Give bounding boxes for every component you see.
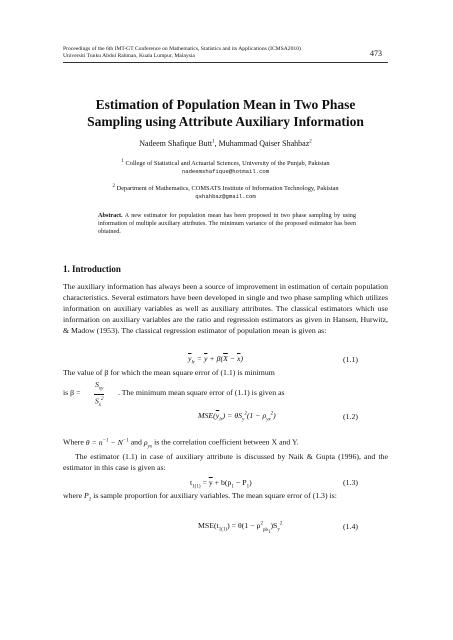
author-line (63, 139, 388, 148)
author-1-mark: 1 (212, 139, 215, 145)
equation-1-3-number: (1.3) (343, 478, 358, 487)
equation-1-4: $MSE(t_{1(1)}) = \theta(1 - \rho^2_{pb_1})S_y^2$ (198, 521, 283, 535)
para5-where: where (63, 491, 83, 500)
paragraph-4: The estimator (1.1) in case of auxiliary attribute is discussed by Naik & Gupta (1996), and the estimator in this case is given as: (63, 452, 388, 472)
author-separator: , (214, 139, 219, 148)
author-2: Muhammad Qaiser Shahbaz (218, 139, 310, 148)
section-heading: 1. Introduction (63, 264, 121, 274)
paragraph-2a: The value of β for which the mean square error of (1.1) is minimum (63, 368, 275, 377)
equation-1-2: $MSE(\overline{y}_{lr}) = \theta S_y^2(1 - \rho_{yx}^2)$ (198, 411, 276, 423)
title-line-1: Estimation of Population Mean in Two Phase (95, 97, 356, 112)
beta-fraction: $S_{xy}$ $S_x^2$ (94, 380, 104, 408)
affiliation-1-email: nadeemshafique@hotmail.com (181, 168, 270, 176)
header-line-1: Proceedings of the 6th IMT-GT Conference on Mathematics, Statistics and its Applications (ICMSA2010) (63, 46, 301, 52)
para3-rest: is the correlation coefficient between X and Y. (154, 437, 299, 447)
affiliation-2-email: qshahbaz@gmail.com (195, 193, 256, 201)
affiliation-1 (63, 158, 388, 175)
affiliation-2 (63, 183, 388, 200)
equation-1-3: $t_{1(1)} = \overline{y} + b(p_1 - P_1)$ (190, 478, 252, 490)
equation-1-4-number: (1.4) (343, 522, 358, 531)
affiliation-2-mark: 2 (112, 184, 115, 189)
para3-and: and (130, 437, 142, 447)
title-line-2: Sampling using Attribute Auxiliary Information (87, 114, 364, 129)
paragraph-1: The auxiliary information has always been a source of improvement in estimation of certain population characteristics. Several estimators have been developed in single and two phase sampling which utilizes information on auxiliary variables as well as auxiliary attributes. The classical estimators which use information on auxiliary variables are the ratio and regression estimators as given in Hansen, Hurwitz, & Madow (1953). The classical regression estimator of population mean is given as: (63, 282, 388, 335)
affiliation-2-text: Department of Mathematics, COMSATS Institute of Information Technology, Pakistan (116, 185, 339, 193)
equation-1-1: $\overline{y}_{lr} = \overline{y} + \beta(\overline{X} - \overline{x})$ (188, 354, 244, 366)
equation-1-1-number: (1.1) (343, 355, 358, 364)
paragraph-5: where $P_1$ is sample proportion for auxiliary variables. The mean square error of (1.3) is: (63, 491, 337, 503)
proceedings-header (63, 46, 383, 60)
paragraph-3: Where $\theta = n^{-1} - N^{-1}$ and $\rho_{yx}$ is the correlation coefficient between X and Y. (63, 437, 299, 450)
abstract (98, 212, 356, 236)
abstract-text: A new estimator for population mean has been proposed in two phase sampling by using information of multiple auxiliary attributes. The minimum variance of the proposed estimator has been obtained. (98, 212, 356, 235)
header-rule (63, 62, 388, 63)
para5-rest: is sample proportion for auxiliary variables. The mean square error of (1.3) is: (93, 491, 337, 500)
author-1: Nadeem Shafique Butt (139, 139, 213, 148)
author-2-mark: 2 (309, 139, 312, 145)
paragraph-2b-pre: is β = (63, 388, 81, 397)
abstract-label: Abstract. (98, 212, 123, 219)
affiliation-1-text: College of Statistical and Actuarial Sciences, University of the Punjab, Pakistan (125, 160, 330, 168)
header-line-2: Universiti Tunku Abdul Rahman, Kuala Lumpur, Malaysia (63, 53, 195, 59)
para3-where: Where (63, 437, 84, 447)
paper-title (63, 96, 388, 130)
equation-1-2-number: (1.2) (343, 412, 358, 421)
affiliation-1-mark: 1 (121, 159, 124, 164)
paragraph-2b-post: . The minimum mean square error of (1.1) is given as (118, 388, 285, 397)
page-number: 473 (370, 49, 382, 58)
